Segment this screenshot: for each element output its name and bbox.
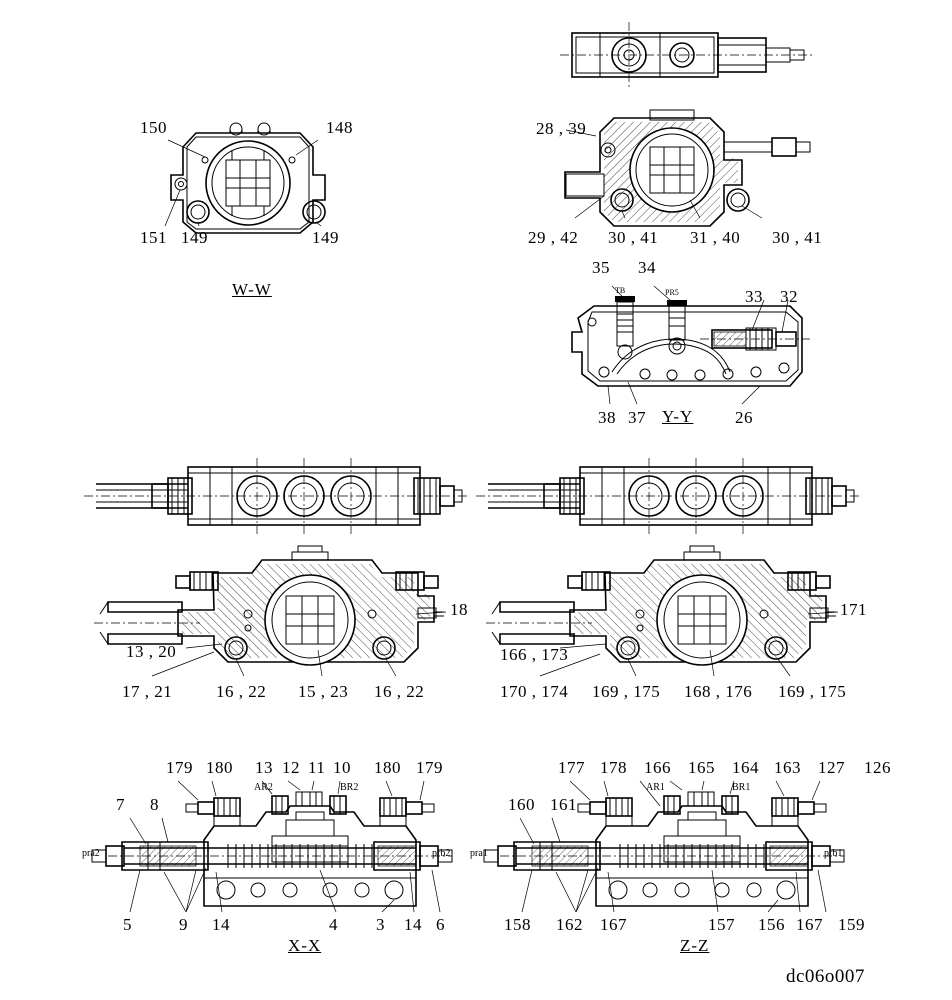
section-label-zz: Z-Z xyxy=(680,936,710,955)
callout-ml-1320: 13 , 20 xyxy=(126,642,177,661)
view-zz xyxy=(484,781,844,912)
port-tag-tb: TB xyxy=(615,286,626,295)
callout-ww-151: 151 xyxy=(140,228,167,247)
callout-ml-1622a: 16 , 22 xyxy=(216,682,267,701)
callout-yy-37: 37 xyxy=(628,408,646,427)
callout-xx-8: 8 xyxy=(150,795,159,814)
callout-ur-2839: 28 , 39 xyxy=(536,119,587,138)
callout-ur-3041a: 30 , 41 xyxy=(608,228,659,247)
callout-ww-150: 150 xyxy=(140,118,167,137)
callout-mr-166173: 166 , 173 xyxy=(500,645,569,664)
callout-ww-149b: 149 xyxy=(312,228,339,247)
callout-xx-4: 4 xyxy=(329,915,338,934)
callout-yy-33: 33 xyxy=(745,287,763,306)
section-label-ww: W-W xyxy=(232,280,272,299)
callout-ml-1721: 17 , 21 xyxy=(122,682,173,701)
callout-xx-14b: 14 xyxy=(404,915,422,934)
callout-ww-148: 148 xyxy=(326,118,353,137)
callout-zz-167b: 167 xyxy=(796,915,823,934)
port-tag-br2: BR2 xyxy=(340,782,359,793)
callout-zz-156: 156 xyxy=(758,915,785,934)
view-mid-left-spool xyxy=(84,458,470,534)
callout-mr-168176: 168 , 176 xyxy=(684,682,753,701)
section-label-xx: X-X xyxy=(288,936,322,955)
callout-zz-159: 159 xyxy=(838,915,865,934)
callout-xx-7: 7 xyxy=(116,795,125,814)
callout-zz-161: 161 xyxy=(550,795,577,814)
callout-mr-170174: 170 , 174 xyxy=(500,682,569,701)
view-ww xyxy=(165,123,325,233)
view-yy xyxy=(572,286,810,404)
port-tag-ar1: AR1 xyxy=(646,782,665,793)
callout-xx-6: 6 xyxy=(436,915,445,934)
view-top-right-plan xyxy=(560,22,812,88)
callout-ml-18: 18 xyxy=(450,600,468,619)
callout-xx-14a: 14 xyxy=(212,915,230,934)
port-tag-prb1: prb1 xyxy=(824,848,843,859)
callout-xx-179b: 179 xyxy=(416,758,443,777)
callout-zz-163: 163 xyxy=(774,758,801,777)
callout-xx-5: 5 xyxy=(123,915,132,934)
callout-zz-177: 177 xyxy=(558,758,585,777)
port-tag-pr5: PR5 xyxy=(665,288,679,297)
drawing-code: dc06o007 xyxy=(786,966,865,987)
callout-zz-178: 178 xyxy=(600,758,627,777)
callout-xx-10: 10 xyxy=(333,758,351,777)
callout-ml-1523: 15 , 23 xyxy=(298,682,349,701)
callout-zz-157: 157 xyxy=(708,915,735,934)
callout-yy-38: 38 xyxy=(598,408,616,427)
callout-xx-13: 13 xyxy=(255,758,273,777)
view-mid-right-spool xyxy=(476,458,862,534)
callout-zz-127: 127 xyxy=(818,758,845,777)
callout-xx-180b: 180 xyxy=(374,758,401,777)
callout-zz-165: 165 xyxy=(688,758,715,777)
callout-xx-9: 9 xyxy=(179,915,188,934)
callout-zz-167a: 167 xyxy=(600,915,627,934)
callout-xx-3: 3 xyxy=(376,915,385,934)
callout-yy-26: 26 xyxy=(735,408,753,427)
callout-yy-35: 35 xyxy=(592,258,610,277)
port-tag-pra2: pra2 xyxy=(82,848,100,859)
callout-ww-149a: 149 xyxy=(181,228,208,247)
callout-ml-1622b: 16 , 22 xyxy=(374,682,425,701)
section-label-yy: Y-Y xyxy=(662,407,694,426)
callout-yy-34: 34 xyxy=(638,258,656,277)
callout-zz-162: 162 xyxy=(556,915,583,934)
callout-zz-126: 126 xyxy=(864,758,891,777)
callout-ur-2942: 29 , 42 xyxy=(528,228,579,247)
port-tag-ar2: AR2 xyxy=(254,782,273,793)
callout-ur-3041b: 30 , 41 xyxy=(772,228,823,247)
callout-zz-158: 158 xyxy=(504,915,531,934)
callout-mr-169175b: 169 , 175 xyxy=(778,682,847,701)
port-tag-pra1: pra1 xyxy=(470,848,488,859)
callout-xx-11: 11 xyxy=(308,758,326,777)
callout-mr-169175a: 169 , 175 xyxy=(592,682,661,701)
callout-ur-3140: 31 , 40 xyxy=(690,228,741,247)
callout-zz-164: 164 xyxy=(732,758,759,777)
callout-zz-160: 160 xyxy=(508,795,535,814)
callout-xx-12: 12 xyxy=(282,758,300,777)
callout-mr-171: 171 xyxy=(840,600,867,619)
port-tag-br1: BR1 xyxy=(732,782,751,793)
callout-xx-179a: 179 xyxy=(166,758,193,777)
callout-yy-32: 32 xyxy=(780,287,798,306)
view-xx xyxy=(92,781,452,912)
port-tag-prb2: prb2 xyxy=(432,848,451,859)
callout-xx-180a: 180 xyxy=(206,758,233,777)
view-upper-right-section xyxy=(565,110,810,226)
callout-zz-166: 166 xyxy=(644,758,671,777)
